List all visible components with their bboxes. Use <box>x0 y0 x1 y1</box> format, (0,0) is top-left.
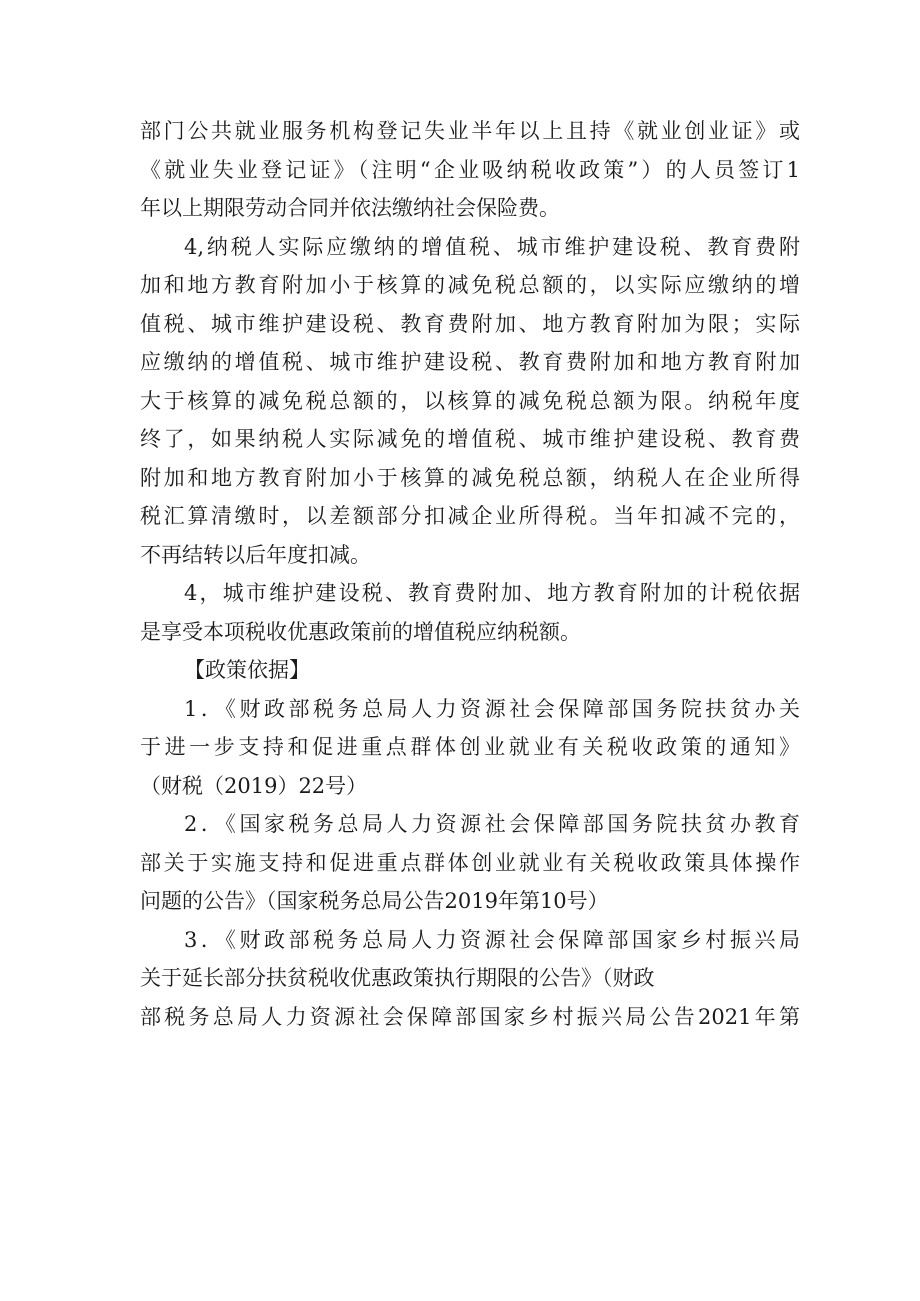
text-line: 4,纳税人实际应缴纳的增值税、城市维护建设税、教育费附 <box>184 234 800 259</box>
text-line: 于进一步支持和促进重点群体创业就业有关税收政策的通知》 <box>140 735 800 759</box>
text-line: 终了，如果纳税人实际减免的增值税、城市维护建设税、教育费 <box>140 427 800 451</box>
policy-basis-item-1 <box>140 690 800 806</box>
policy-basis-item-3 <box>140 921 800 1037</box>
text-line: 《就业失业登记证》（注明“企业吸纳税收政策”）的人员签订1 <box>140 157 800 182</box>
text-line: 是享受本项税收优惠政策前的增值税应纳税额。 <box>140 619 581 644</box>
text-line: 年以上期限劳动合同并依法缴纳社会保险费。 <box>140 196 560 220</box>
text-line: 加和地方教育附加小于核算的减免税总额的，以实际应缴纳的增 <box>140 273 800 297</box>
text-line: （财税（2019）22号） <box>140 773 368 798</box>
text-line: 2．《国家税务总局人力资源社会保障部国务院扶贫办教育 <box>184 812 800 836</box>
policy-basis-item-2 <box>140 805 800 921</box>
text-line: 1．《财政部税务总局人力资源社会保障部国务院扶贫办关 <box>184 696 800 721</box>
document-body <box>140 112 800 1036</box>
text-line: 应缴纳的增值税、城市维护建设税、教育费附加和地方教育附加 <box>140 350 800 374</box>
paragraph-continuation <box>140 112 800 228</box>
text-line: 关于延长部分扶贫税收优惠政策执行期限的公告》（财政 <box>140 966 655 990</box>
text-line: 不再结转以后年度扣减。 <box>140 542 371 567</box>
text-line: 部税务总局人力资源社会保障部国家乡村振兴局公告2021年第 <box>140 1004 800 1029</box>
policy-basis-heading <box>140 651 800 690</box>
paragraph-item-4-second <box>140 574 800 651</box>
paragraph-item-4-first <box>140 228 800 575</box>
text-line: 4，城市维护建设税、教育费附加、地方教育附加的计税依据 <box>184 581 800 605</box>
text-line: 附加和地方教育附加小于核算的减免税总额，纳税人在企业所得 <box>140 465 800 490</box>
text-line: 问题的公告》（国家税务总局公告2019年第10号） <box>140 889 609 913</box>
text-line: 值税、城市维护建设税、教育费附加、地方教育附加为限；实际 <box>140 311 800 336</box>
text-line: 部门公共就业服务机构登记失业半年以上且持《就业创业证》或 <box>140 119 800 143</box>
text-line: 3．《财政部税务总局人力资源社会保障部国家乡村振兴局 <box>184 927 800 952</box>
text-line: 税汇算清缴时，以差额部分扣减企业所得税。当年扣减不完的， <box>140 504 800 528</box>
text-line: 部关于实施支持和促进重点群体创业就业有关税收政策具体操作 <box>140 850 800 875</box>
text-line: 大于核算的减免税总额的，以核算的减免税总额为限。纳税年度 <box>140 388 800 413</box>
section-heading: 【政策依据】 <box>184 658 310 682</box>
